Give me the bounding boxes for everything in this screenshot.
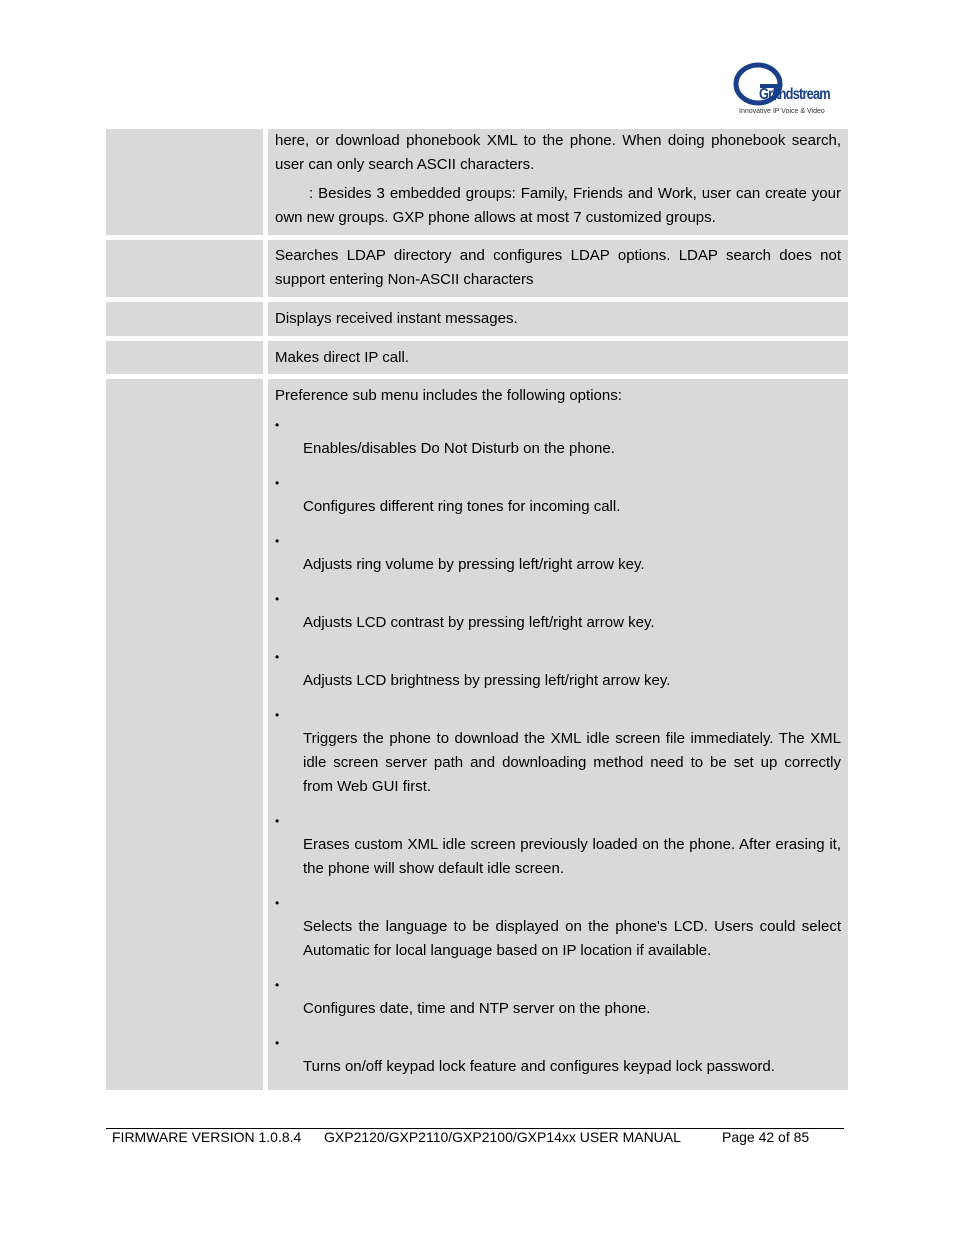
description-text: Displays received instant messages.: [275, 310, 518, 327]
option-description: Triggers the phone to download the XML idle screen file immediately. The XML idle screen server path and downloading method need to be set up correctly from Web GUI first.: [303, 730, 841, 795]
bullet-icon: •: [275, 592, 280, 606]
footer-page-number: Page 42 of 85: [722, 1129, 810, 1145]
option-description: Erases custom XML idle screen previously loaded on the phone. After erasing it, the phone will show default idle screen.: [303, 836, 841, 877]
preference-option: [275, 891, 841, 963]
bullet-icon: •: [275, 650, 280, 664]
preference-option: [275, 471, 841, 519]
description-text: : Besides 3 embedded groups: Family, Friends and Work, user can create your own new groups. GXP phone allows at most 7 customized groups.: [275, 185, 841, 226]
bullet-icon: •: [275, 896, 280, 910]
preference-option: [275, 529, 841, 577]
bullet-icon: •: [275, 534, 280, 548]
row-description-cell: [268, 302, 848, 336]
description-text: Makes direct IP call.: [275, 349, 409, 366]
option-description: Turns on/off keypad lock feature and configures keypad lock password.: [303, 1058, 775, 1075]
bullet-icon: •: [275, 708, 280, 722]
option-description: Adjusts LCD contrast by pressing left/right arrow key.: [303, 614, 655, 631]
bullet-icon: •: [275, 1036, 280, 1050]
row-label-cell: [106, 341, 263, 374]
row-description-cell: [268, 240, 848, 297]
bullet-icon: •: [275, 418, 280, 432]
preference-option: [275, 413, 841, 461]
preference-option: [275, 973, 841, 1021]
row-label-cell: [106, 379, 263, 1090]
row-description-cell: [268, 379, 848, 1090]
bullet-icon: •: [275, 814, 280, 828]
row-label-cell: [106, 302, 263, 336]
table-row-direct-ip-call: [106, 341, 848, 374]
table-row-ldap: [106, 240, 848, 297]
description-text: here, or download phonebook XML to the phone. When doing phonebook search, user can only search ASCII characters.: [275, 132, 841, 173]
option-description: Selects the language to be displayed on the phone's LCD. Users could select Automatic for local language based on IP location if available.: [303, 918, 841, 959]
logo-text: Grandstream: [759, 86, 830, 103]
preference-intro: Preference sub menu includes the following options:: [275, 387, 622, 404]
footer-manual-title: GXP2120/GXP2110/GXP2100/GXP14xx USER MANUAL: [324, 1129, 681, 1145]
preference-options-list: [275, 413, 841, 1079]
menu-description-table: [106, 129, 848, 1095]
option-description: Enables/disables Do Not Disturb on the phone.: [303, 440, 615, 457]
preference-option: [275, 809, 841, 881]
option-description: Configures different ring tones for incoming call.: [303, 498, 621, 515]
table-row-phonebook: [106, 129, 848, 235]
option-description: Configures date, time and NTP server on the phone.: [303, 1000, 651, 1017]
preference-option: [275, 645, 841, 693]
option-description: Adjusts ring volume by pressing left/right arrow key.: [303, 556, 645, 573]
table-row-instant-messages: [106, 302, 848, 336]
row-label-cell: [106, 240, 263, 297]
preference-option: [275, 587, 841, 635]
bullet-icon: •: [275, 978, 280, 992]
row-description-cell: [268, 341, 848, 374]
footer-firmware-version: FIRMWARE VERSION 1.0.8.4: [112, 1129, 302, 1145]
row-description-cell: [268, 129, 848, 235]
preference-option: [275, 1031, 841, 1079]
preference-option: [275, 703, 841, 799]
row-label-cell: [106, 129, 263, 235]
logo-tagline: Innovative IP Voice & Video: [739, 108, 825, 115]
bullet-icon: •: [275, 476, 280, 490]
description-text: Searches LDAP directory and configures LDAP options. LDAP search does not support entering Non-ASCII characters: [275, 247, 841, 288]
option-description: Adjusts LCD brightness by pressing left/right arrow key.: [303, 672, 671, 689]
table-row-preference: [106, 379, 848, 1090]
